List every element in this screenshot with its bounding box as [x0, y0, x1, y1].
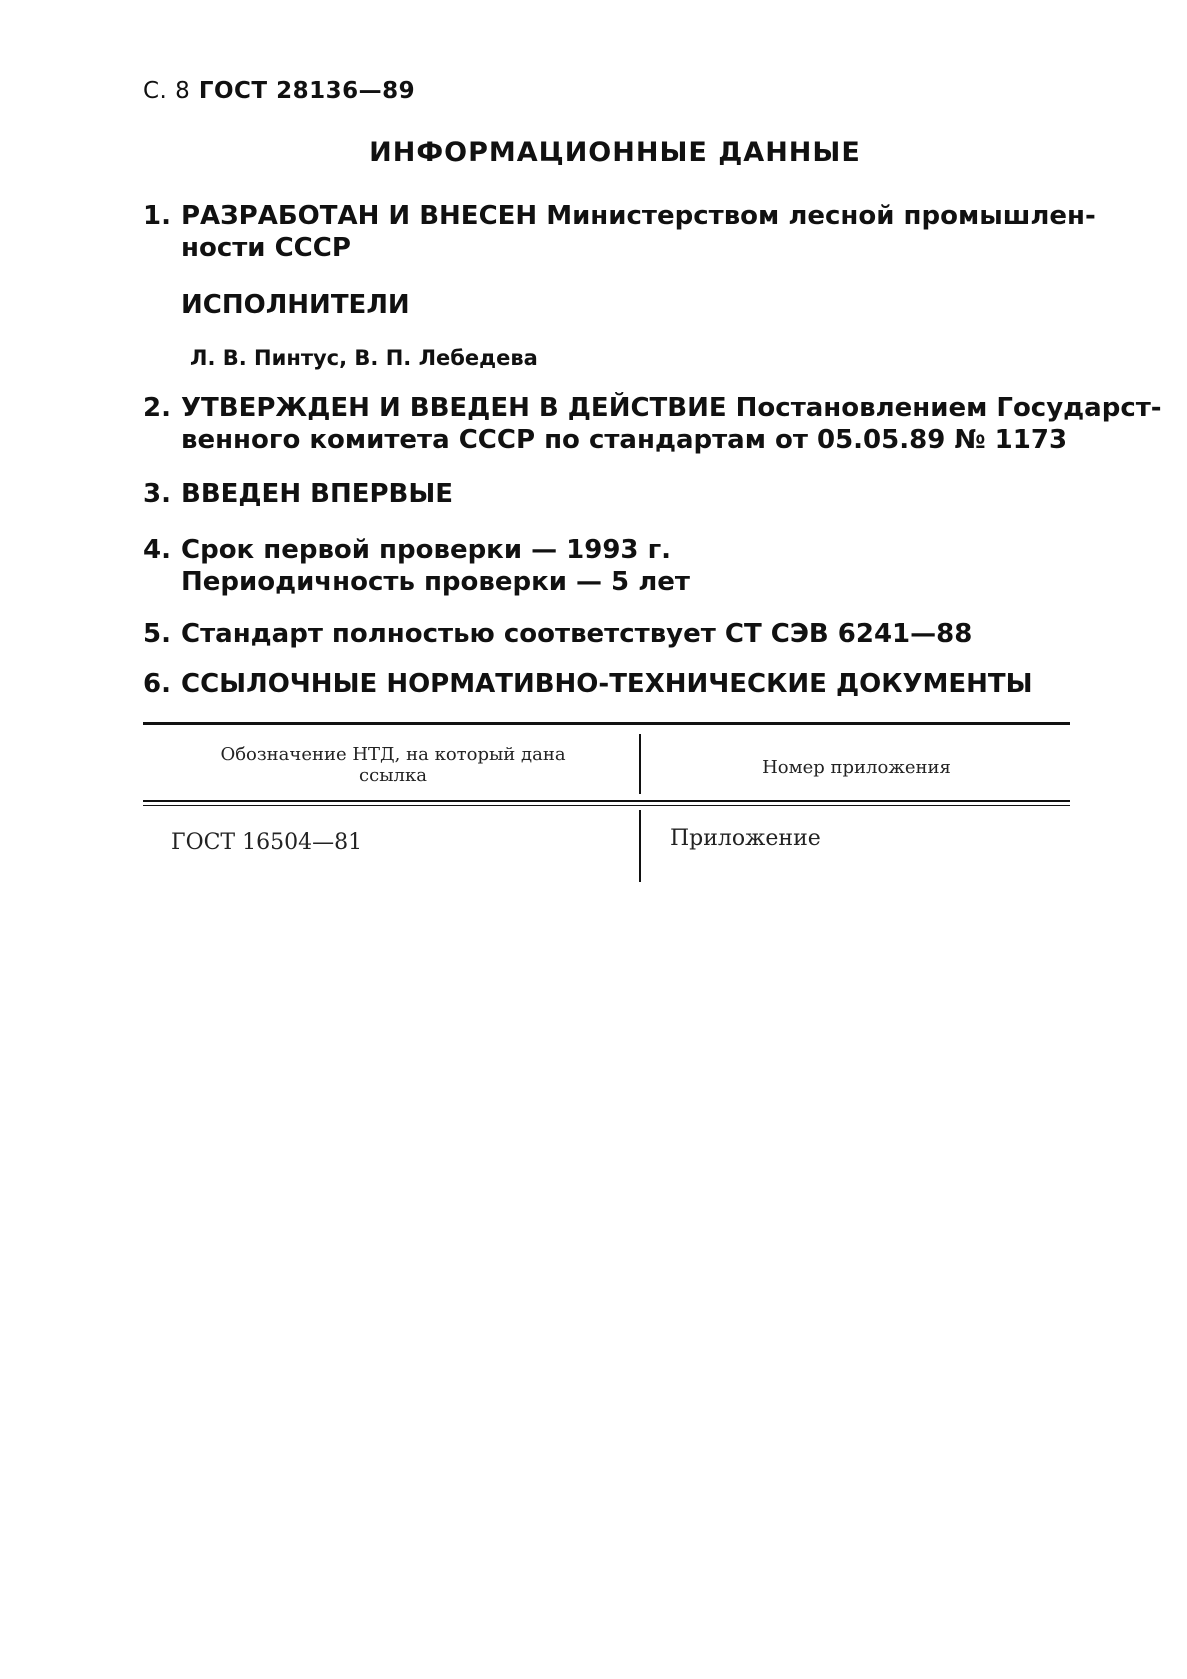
item-number: 6. — [143, 669, 171, 699]
table-cell-ntd: ГОСТ 16504—81 — [171, 830, 363, 855]
column-header-ntd: Обозначение НТД, на который дана ссылка — [220, 744, 566, 786]
item-number: 3. — [143, 479, 171, 509]
standard-designation: ГОСТ 28136—89 — [198, 78, 416, 104]
page-title: ИНФОРМАЦИОННЫЕ ДАННЫЕ — [369, 137, 861, 168]
reference-table — [143, 722, 1070, 882]
item-number: 2. — [143, 393, 171, 423]
item-text-line: Стандарт полностью соответствует СТ СЭВ 6241—88 — [181, 619, 973, 649]
item-text-line: Срок первой проверки — 1993 г. — [181, 535, 672, 565]
item-text-line: венного комитета СССР по стандартам от 05.05.89 № 1173 — [181, 425, 1068, 455]
item-text-line: УТВЕРЖДЕН И ВВЕДЕН В ДЕЙСТВИЕ Постановлением Государст- — [181, 393, 1162, 423]
table-cell-appendix: Приложение — [670, 826, 821, 851]
item-text-line: ССЫЛОЧНЫЕ НОРМАТИВНО-ТЕХНИЧЕСКИЕ ДОКУМЕНТЫ — [181, 669, 1033, 699]
column-divider — [639, 734, 641, 794]
item-text-line: ности СССР — [181, 233, 351, 263]
item-number: 1. — [143, 201, 171, 231]
header-rule — [143, 805, 1070, 806]
page-number: С. 8 — [143, 78, 191, 104]
item-text-line: ВВЕДЕН ВПЕРВЫЕ — [181, 479, 454, 509]
executors-heading: ИСПОЛНИТЕЛИ — [181, 290, 410, 320]
item-text-line: Периодичность проверки — 5 лет — [181, 567, 690, 597]
column-divider — [639, 810, 641, 882]
column-header-appendix: Номер приложения — [762, 757, 951, 778]
item-number: 5. — [143, 619, 171, 649]
item-text-line: РАЗРАБОТАН И ВНЕСЕН Министерством лесной промышлен- — [181, 201, 1096, 231]
item-number: 4. — [143, 535, 171, 565]
executors-names: Л. В. Пинтус, В. П. Лебедева — [190, 346, 538, 370]
page-header — [143, 78, 415, 104]
table-top-rule — [143, 722, 1070, 725]
header-rule — [143, 800, 1070, 802]
